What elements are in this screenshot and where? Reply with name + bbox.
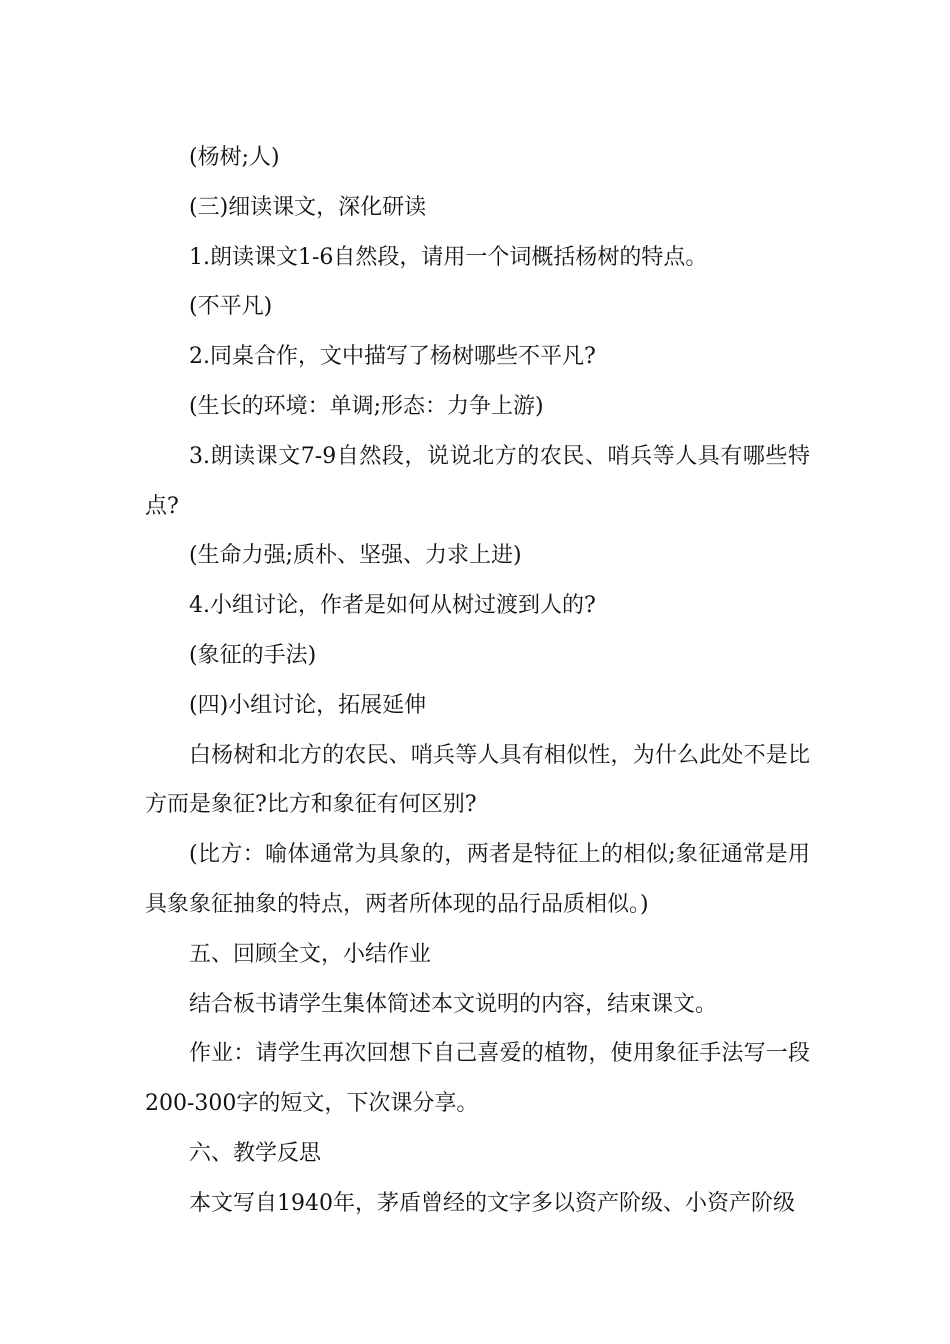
document-body — [145, 133, 810, 1229]
paragraph: 作业：请学生再次回想下自己喜爱的植物，使用象征手法写一段200-300字的短文，下次课分享。 — [145, 1041, 810, 1117]
paragraph: 4.小组讨论，作者是如何从树过渡到人的? — [189, 593, 596, 619]
paragraph: 本文写自1940年，茅盾曾经的文字多以资产阶级、小资产阶级 — [189, 1190, 795, 1216]
paragraph: (生命力强;质朴、坚强、力求上进) — [189, 543, 522, 569]
paragraph: 白杨树和北方的农民、哨兵等人具有相似性，为什么此处不是比方而是象征?比方和象征有何区别? — [145, 742, 810, 818]
paragraph: (比方：喻体通常为具象的，两者是特征上的相似;象征通常是用具象象征抽象的特点，两者所体现的品行品质相似。) — [145, 842, 810, 917]
paragraph: (杨树;人) — [189, 145, 280, 170]
paragraph: 结合板书请学生集体简述本文说明的内容，结束课文。 — [189, 991, 718, 1017]
paragraph: 3.朗读课文7-9自然段，说说北方的农民、哨兵等人具有哪些特点? — [145, 443, 810, 519]
paragraph: 1.朗读课文1-6自然段，请用一个词概括杨树的特点。 — [189, 244, 708, 270]
paragraph: (生长的环境：单调;形态：力争上游) — [189, 393, 544, 419]
paragraph: 2.同桌合作，文中描写了杨树哪些不平凡? — [189, 344, 596, 370]
section-heading: (三)细读课文，深化研读 — [189, 194, 427, 220]
paragraph: (象征的手法) — [189, 642, 317, 668]
section-heading: 五、回顾全文，小结作业 — [189, 941, 432, 967]
section-heading: (四)小组讨论，拓展延伸 — [189, 692, 427, 718]
section-heading: 六、教学反思 — [189, 1140, 322, 1166]
paragraph: (不平凡) — [189, 294, 273, 320]
